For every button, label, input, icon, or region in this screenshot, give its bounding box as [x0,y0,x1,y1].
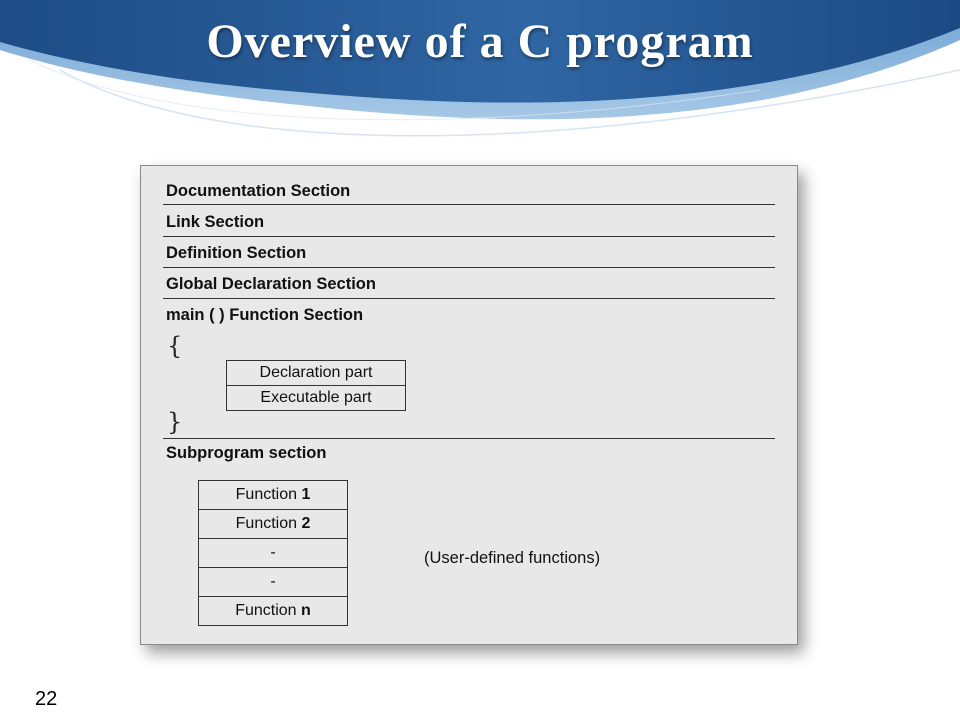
slide-title: Overview of a C program [206,15,754,68]
divider-line [163,298,775,299]
page-number: 22 [35,688,58,710]
divider-line [163,438,775,439]
subprogram-section-label: Subprogram section [166,444,327,462]
close-brace: } [167,408,183,436]
link-section-label: Link Section [166,213,265,231]
functions-table [198,480,348,626]
executable-part-cell: Executable part [227,386,406,411]
divider-line [163,204,775,205]
divider-line [163,267,775,268]
divider-line [163,236,775,237]
function-cell: Function 2 [199,510,348,539]
documentation-section-label: Documentation Section [166,182,351,200]
global-declaration-section-label: Global Declaration Section [166,275,376,293]
user-defined-functions-note: (User-defined functions) [424,549,601,567]
open-brace: { [167,332,183,360]
definition-section-label: Definition Section [166,244,307,262]
declaration-part-cell: Declaration part [227,361,406,386]
c-program-structure-diagram [140,165,798,645]
function-cell: Function 1 [199,481,348,510]
main-parts-table [226,360,406,411]
function-ellipsis-cell: - [199,539,348,568]
main-function-section-label: main ( ) Function Section [166,306,364,324]
function-ellipsis-cell: - [199,568,348,597]
function-cell: Function n [199,597,348,626]
